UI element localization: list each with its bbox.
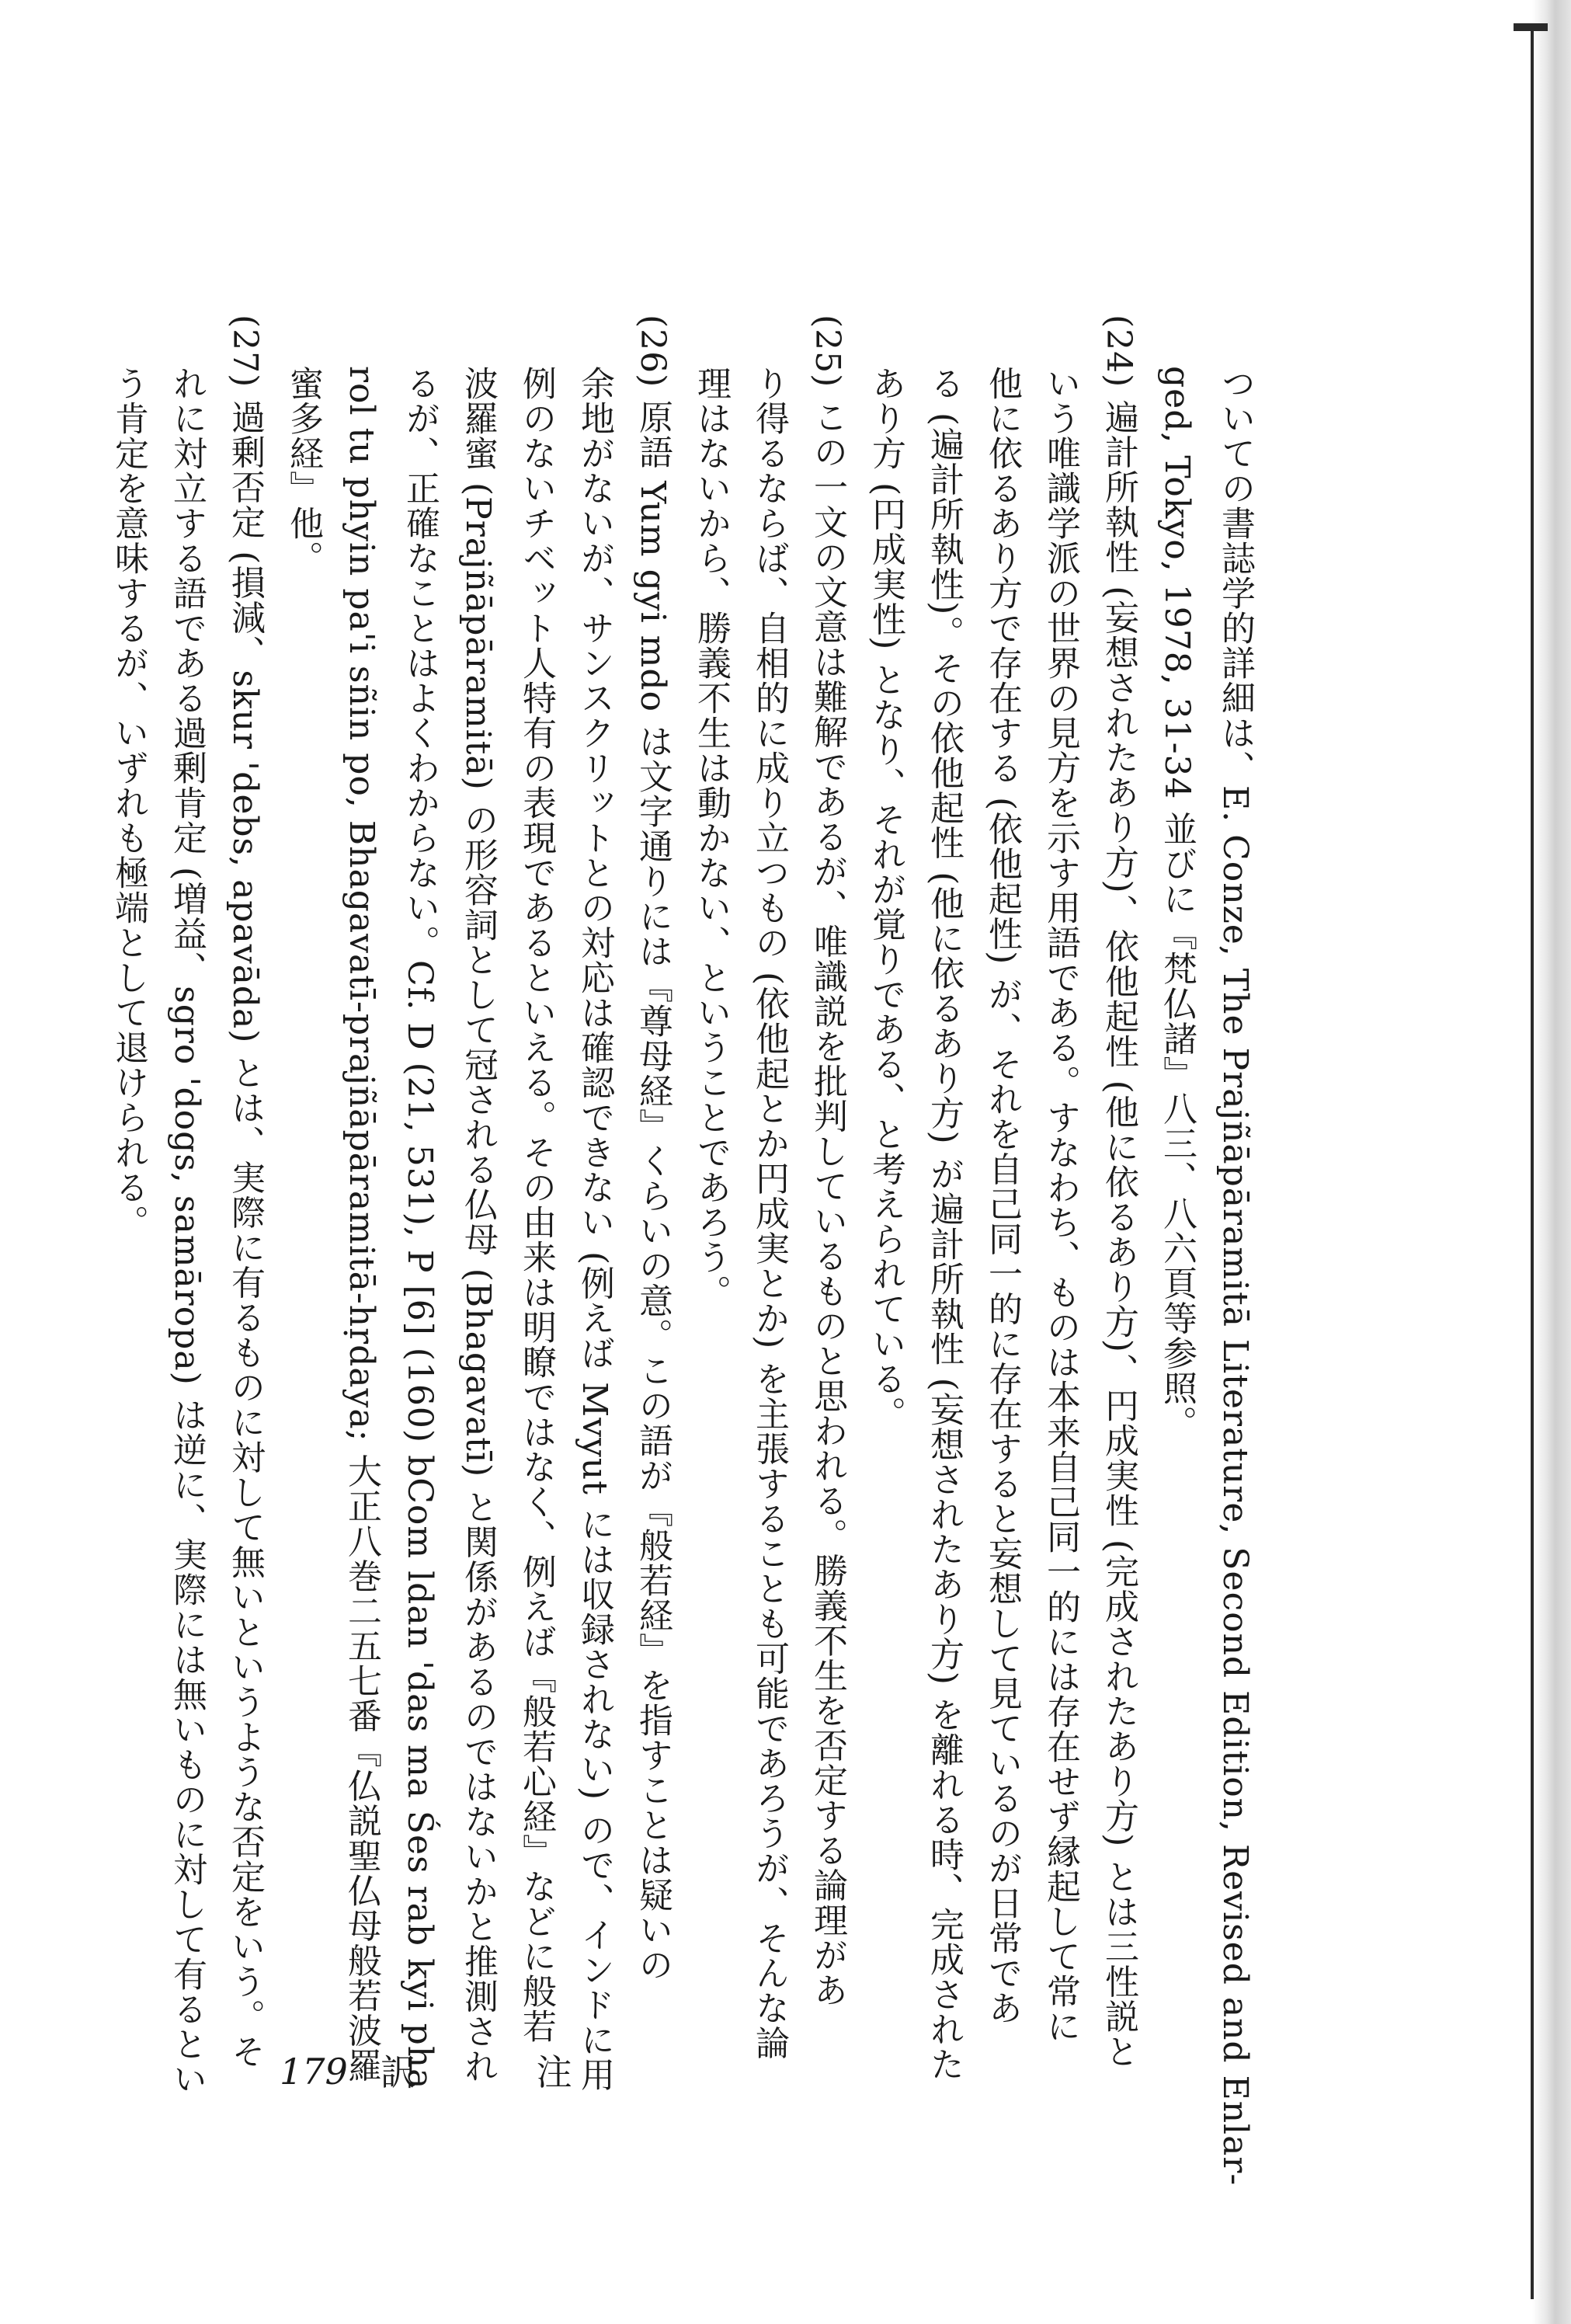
note-26-heading-line: (26) 原語 Yum gyi mdo は文字通りには『尊母経』くらいの意。この語が『般若経』を指すことは疑いの <box>633 315 673 1983</box>
note-line: 蜜多経』他。 <box>283 366 323 576</box>
note-line: 余地がないが、サンスクリットとの対応は確認できない (例えば Mvyut には収録されない) ので、インドに用 <box>575 366 614 2093</box>
note-line: 理はないから、勝義不生は動かない、ということであろう。 <box>691 366 731 1310</box>
note-line: rol tu phyin pa'i sñin po, Bhagavatī-prajñāpāramitā-hṛdaya; 大正八巻二五七番『仏説聖仏母般若波羅 <box>342 366 381 2083</box>
note-27-heading-line: (27) 過剰否定 (損減、skur 'debs, apavāda) とは、実際に有るものに対して無いというような否定をいう。そ <box>225 315 265 2069</box>
note-line: れに対立する語である過剰肯定 (増益、sgro 'dogs, samāropa) は逆に、実際には無いものに対して有るとい <box>167 366 207 2096</box>
note-line: いう唯識学派の世界の見方を示す用語である。すなわち、ものは本来自己同一的には存在せず縁起して常に <box>1041 366 1080 2044</box>
note-line: あり方 (円成実性) となり、それが覚りである、と考えられている。 <box>866 366 905 1432</box>
note-25-heading-line: (25) この一文の文意は難解であるが、唯識説を批判しているものと思われる。勝義不生を否定する論理があ <box>808 315 847 2008</box>
note-line: る (遍計所執性)。その依他起性 (他に依るあり方) が遍計所執性 (妄想されたあり方) を離れる時、完成された <box>924 366 964 2082</box>
note-line: 他に依るあり方で存在する (依他起性) が、それを自己同一的に存在すると妄想して見ているのが日常であ <box>982 366 1022 2026</box>
note-line: ついての書誌学的詳細は、E. Conze, The Prajñāpāramitā Literature, Second Edition, Revised and Enlar- <box>1215 366 1255 2187</box>
note-line: う肯定を意味するが、いずれも極端として退けられる。 <box>109 366 148 1240</box>
page-binding-edge <box>1532 0 1571 2324</box>
page-number: 179 <box>280 2051 348 2093</box>
running-section-title: 訳 注 <box>381 2051 627 2093</box>
note-line: り得るならば、自相的に成り立つもの (依他起とか円成実とか) を主張することも可能であろうが、そんな論 <box>749 366 789 2061</box>
note-line: 波羅蜜 (Prajñāpāramitā) の形容詞として冠される仏母 (Bhagavatī) と関係があるのではないかと推測され <box>458 366 498 2084</box>
note-line: ged, Tokyo, 1978, 31-34 並びに『梵仏諸』八三、八六頁等参照。 <box>1157 366 1197 1441</box>
note-24-heading-line: (24) 遍計所執性 (妄想されたあり方)、依他起性 (他に依るあり方)、円成実性 (完成されたあり方) とは三性説と <box>1099 315 1138 2069</box>
page-binding-mark <box>1514 23 1548 31</box>
page-binding-line <box>1531 23 1534 2299</box>
note-line: 例のないチベット人特有の表現であるといえる。その由来は明瞭ではなく、例えば『般若心経』などに般若 <box>516 366 556 2044</box>
note-line: るが、正確なことはよくわからない。Cf. D (21, 531), P [6] (160) bCom ldan 'das ma Śes rab kyi pha <box>400 366 440 2090</box>
